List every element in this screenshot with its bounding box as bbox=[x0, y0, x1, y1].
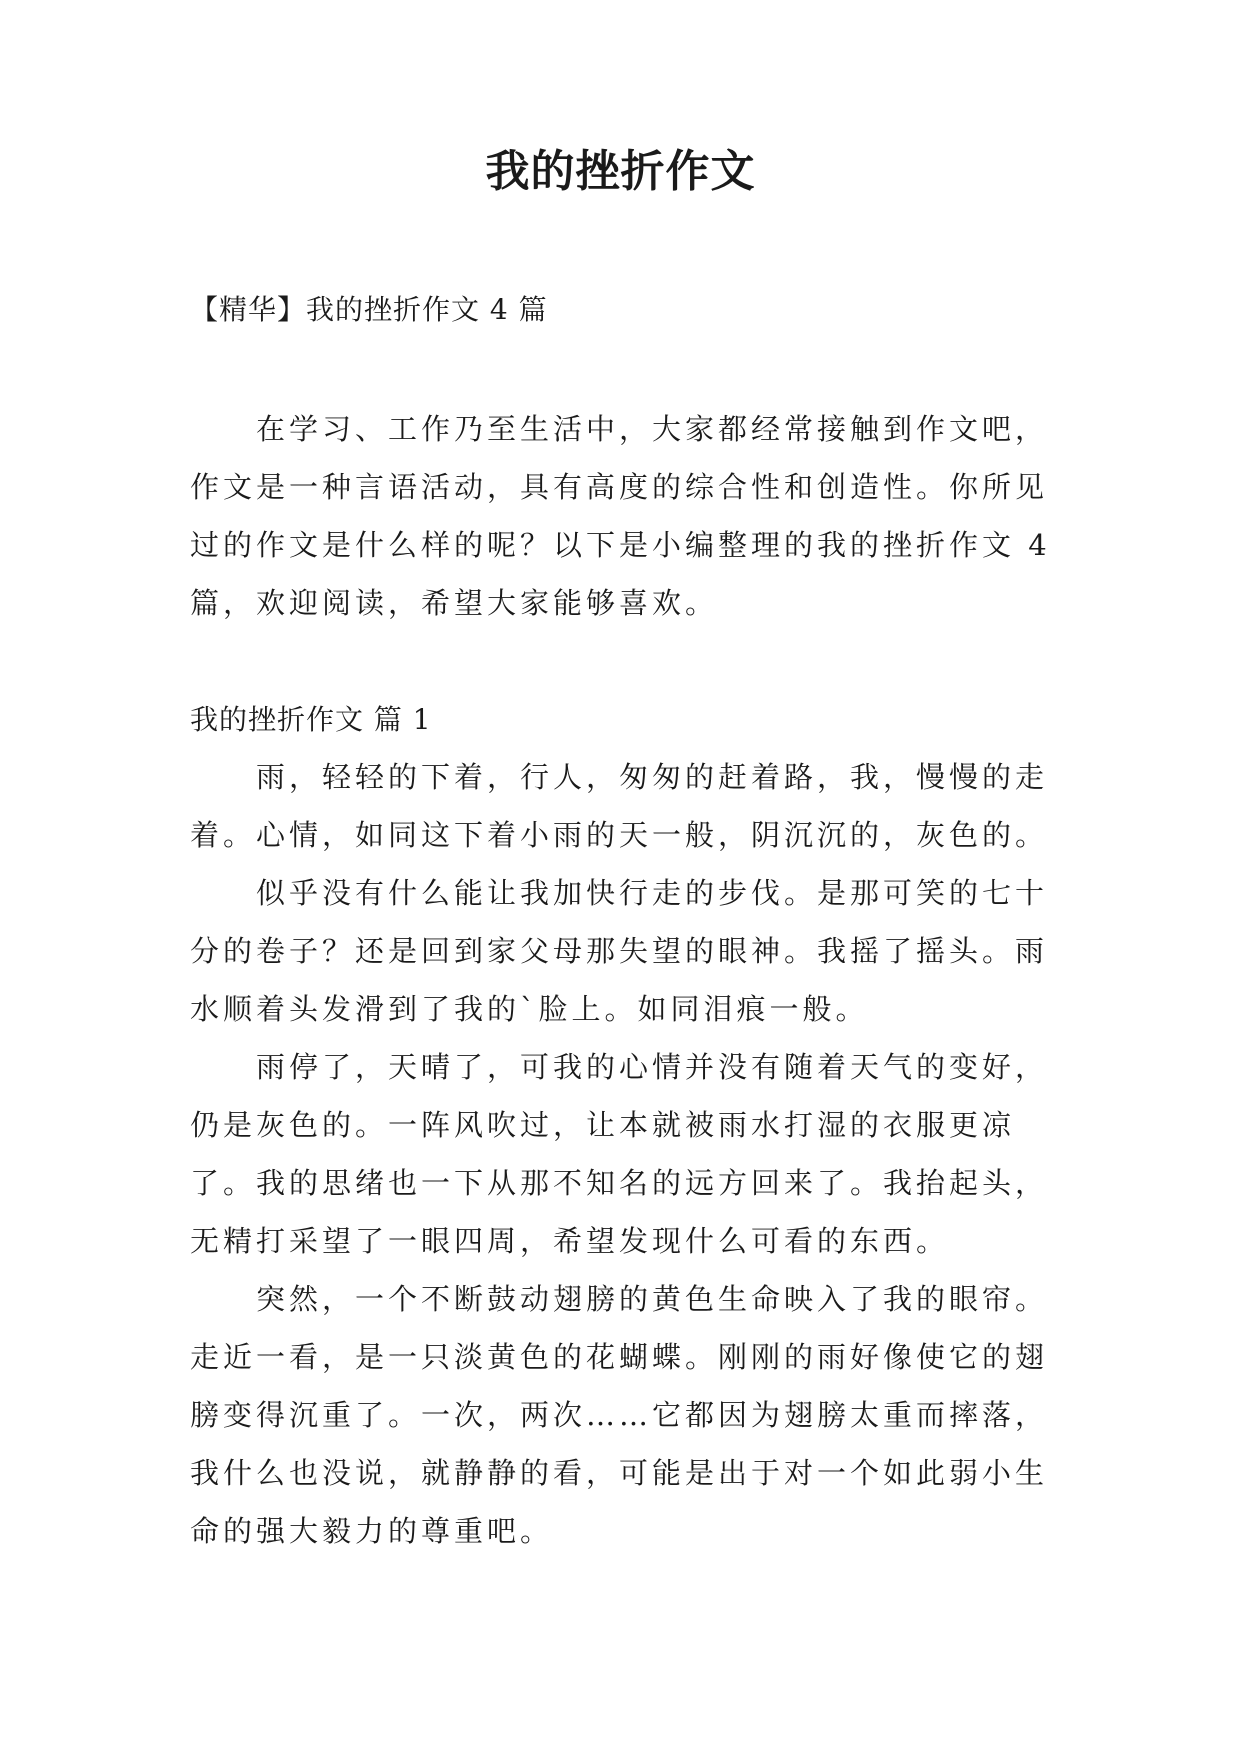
body-paragraph: 似乎没有什么能让我加快行走的步伐。是那可笑的七十分的卷子？还是回到家父母那失望的眼神。我摇了摇头。雨水顺着头发滑到了我的`脸上。如同泪痕一般。 bbox=[190, 876, 1049, 1026]
intro-paragraph: 在学习、工作乃至生活中，大家都经常接触到作文吧，作文是一种言语活动，具有高度的综合性和创造性。你所见过的作文是什么样的呢？以下是小编整理的我的挫折作文 4 篇，欢迎阅读，希望大家能够喜欢。 bbox=[190, 412, 1051, 620]
page-title: 我的挫折作文 bbox=[485, 146, 756, 197]
body-paragraph: 突然，一个不断鼓动翅膀的黄色生命映入了我的眼帘。走近一看，是一只淡黄色的花蝴蝶。刚刚的雨好像使它的翅膀变得沉重了。一次，两次……它都因为翅膀太重而摔落，我什么也没说，就静静的看，可能是出于对一个如此弱小生命的强大毅力的尊重吧。 bbox=[190, 1282, 1049, 1548]
body-paragraph: 雨，轻轻的下着，行人，匆匆的赶着路，我，慢慢的走着。心情，如同这下着小雨的天一般，阴沉沉的，灰色的。 bbox=[190, 760, 1049, 852]
section-heading: 我的挫折作文 篇 1 bbox=[190, 703, 432, 736]
document-subtitle: 【精华】我的挫折作文 4 篇 bbox=[190, 293, 548, 326]
body-paragraph: 雨停了，天晴了，可我的心情并没有随着天气的变好，仍是灰色的。一阵风吹过，让本就被雨水打湿的衣服更凉了。我的思绪也一下从那不知名的远方回来了。我抬起头，无精打采望了一眼四周，希望发现什么可看的东西。 bbox=[190, 1050, 1049, 1258]
essay-body bbox=[190, 748, 1070, 1560]
